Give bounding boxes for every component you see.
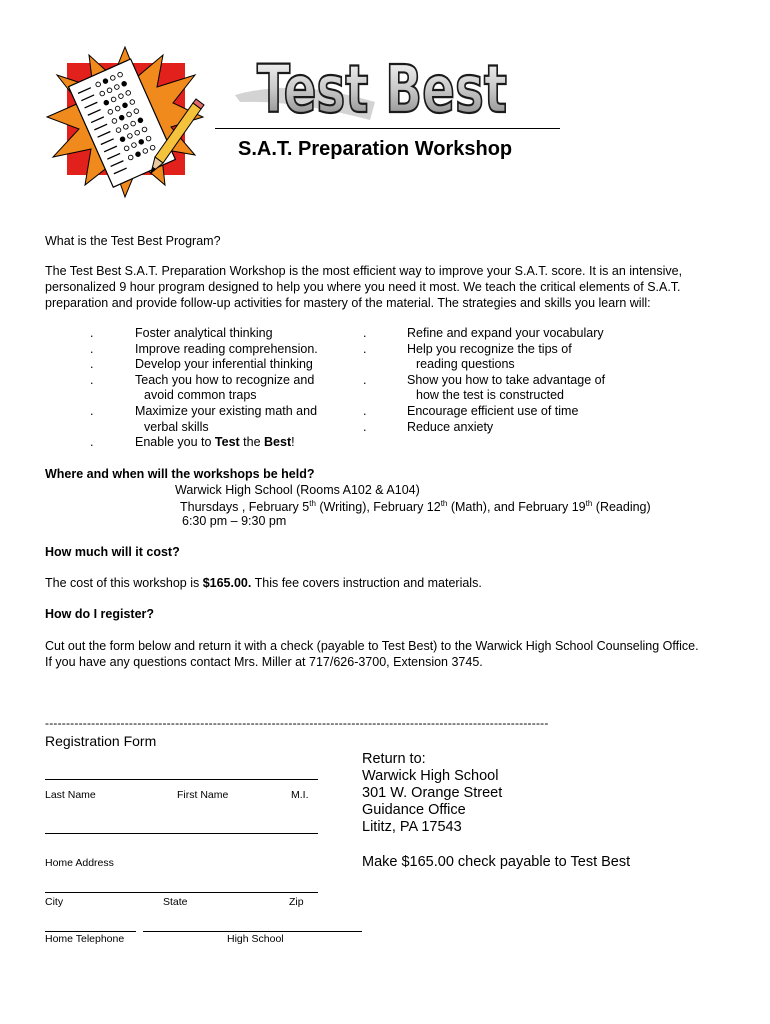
last-name-label: Last Name xyxy=(45,789,96,801)
first-name-label: First Name xyxy=(177,789,229,801)
high-school-line[interactable] xyxy=(143,931,362,932)
title-divider xyxy=(215,128,560,129)
city-state-zip-line[interactable] xyxy=(45,892,318,893)
list-item: . Maximize your existing math and verbal skills xyxy=(90,403,318,434)
return-line-2: 301 W. Orange Street xyxy=(362,785,503,801)
city-label: City xyxy=(45,896,64,908)
home-address-label: Home Address xyxy=(45,857,114,869)
test-sheet-logo xyxy=(45,45,205,200)
cut-line: ------------------------------------------------------------------------------------------------------------------------ xyxy=(45,716,549,730)
register-line-1: Cut out the form below and return it with a check (payable to Test Best) to the Warwick High School Counseling Office. xyxy=(45,639,699,653)
return-line-3: Guidance Office xyxy=(362,802,466,818)
telephone-line[interactable] xyxy=(45,931,136,932)
cost-question: How much will it cost? xyxy=(45,545,180,559)
high-school-label: High School xyxy=(227,933,284,945)
name-line[interactable] xyxy=(45,779,318,780)
list-item: . Refine and expand your vocabulary xyxy=(363,326,604,340)
register-line-2: If you have any questions contact Mrs. Miller at 717/626-3700, Extension 3745. xyxy=(45,655,483,669)
state-label: State xyxy=(163,896,188,908)
return-address xyxy=(362,751,502,836)
return-line-1: Warwick High School xyxy=(362,768,499,784)
list-item: . Improve reading comprehension. xyxy=(90,341,318,356)
logo-title xyxy=(235,40,525,132)
where-time: 6:30 pm – 9:30 pm xyxy=(182,514,287,528)
return-to-label: Return to: xyxy=(362,751,426,767)
home-telephone-label: Home Telephone xyxy=(45,933,125,945)
mi-label: M.I. xyxy=(291,789,309,801)
list-item: . Teach you how to recognize and avoid common traps xyxy=(90,372,315,403)
list-item: . Develop your inferential thinking xyxy=(90,357,313,372)
skills-list-right xyxy=(363,326,663,435)
where-dates: Thursdays , February 5th (Writing), February 12th (Math), and February 19th (Reading) xyxy=(180,499,651,515)
page-title: S.A.T. Preparation Workshop xyxy=(238,138,513,160)
list-item: . Encourage efficient use of time xyxy=(363,403,579,418)
skills-list-left xyxy=(90,326,340,451)
register-question: How do I register? xyxy=(45,607,155,621)
intro-paragraph: The Test Best S.A.T. Preparation Workshop is the most efficient way to improve your S.A.T. score. It is an intensive, personalized 9 hour program designed to help you where you need it most. We teach the critical elements of S.A.T. preparation and provide follow-up activities for mastery of the material. The strategies and skills you learn will: xyxy=(45,264,683,310)
where-location: Warwick High School (Rooms A102 & A104) xyxy=(175,483,420,497)
where-question: Where and when will the workshops be held? xyxy=(45,467,315,481)
list-item: . Foster analytical thinking xyxy=(90,326,273,340)
list-item: . Enable you to Test the Best! xyxy=(90,435,295,450)
form-title: Registration Form xyxy=(45,733,157,749)
svg-text:Test Best: Test Best xyxy=(257,51,507,128)
list-item: . Show you how to take advantage of how the test is constructed xyxy=(363,372,606,403)
intro-question: What is the Test Best Program? xyxy=(45,234,221,248)
list-item: . Help you recognize the tips of reading questions xyxy=(363,341,572,372)
cost-text: The cost of this workshop is $165.00. This fee covers instruction and materials. xyxy=(45,576,482,590)
return-line-4: Lititz, PA 17543 xyxy=(362,819,462,835)
list-item: . Reduce anxiety xyxy=(363,419,494,434)
zip-label: Zip xyxy=(289,896,304,908)
address-line[interactable] xyxy=(45,833,318,834)
payable-note: Make $165.00 check payable to Test Best xyxy=(362,854,631,870)
